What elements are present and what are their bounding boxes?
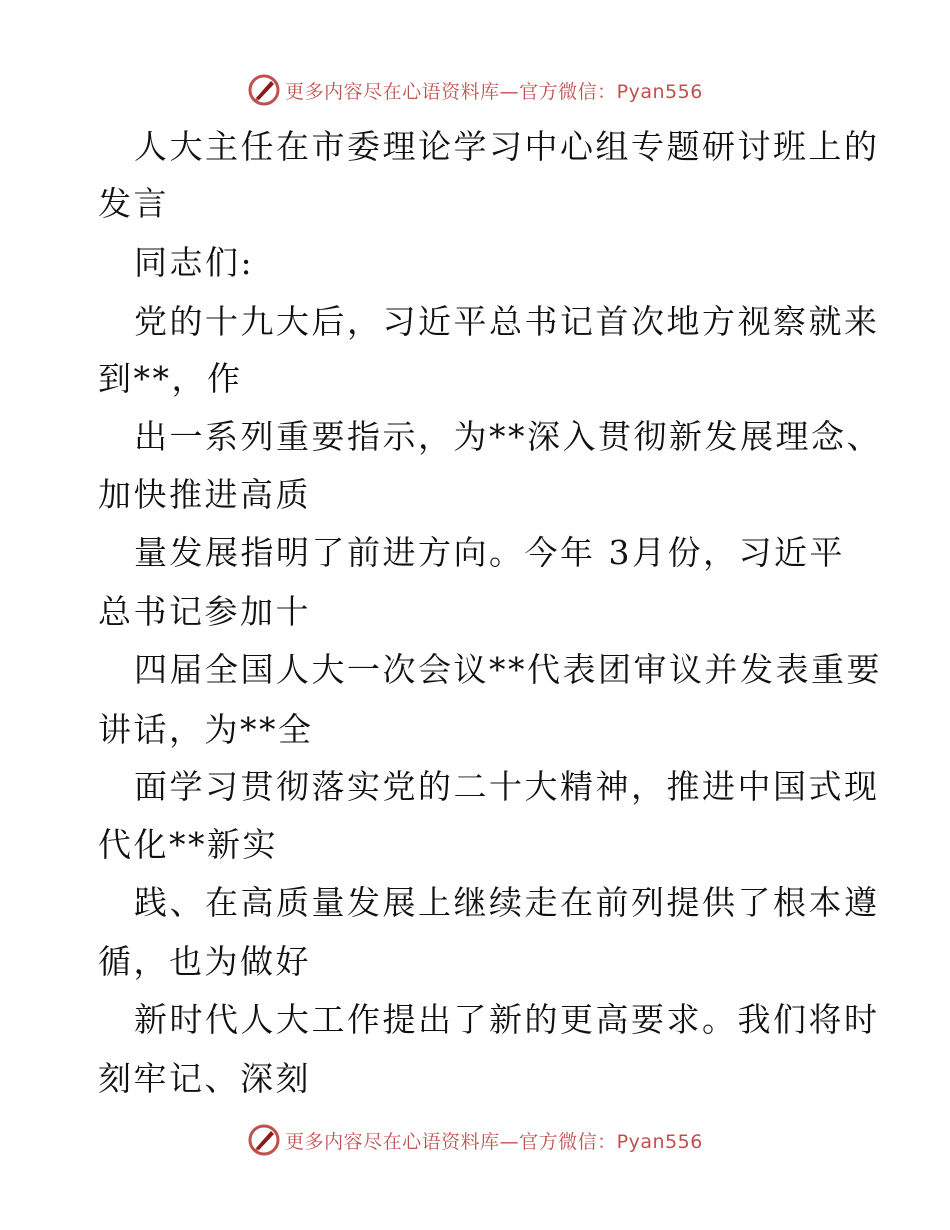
body-line: 到**，作 xyxy=(98,359,243,398)
body-line: 面学习贯彻落实党的二十大精神，推进中国式现 xyxy=(134,767,880,806)
body-line: 新时代人大工作提出了新的更高要求。我们将时 xyxy=(134,1000,880,1039)
body-line: 践、在高质量发展上继续走在前列提供了根本遵 xyxy=(134,883,880,922)
body-line: 加快推进高质 xyxy=(98,475,311,514)
body-line: 四届全国人大一次会议**代表团审议并发表重要 xyxy=(134,650,882,689)
body-line: 刻牢记、深刻 xyxy=(98,1059,311,1098)
body-line: 循，也为做好 xyxy=(98,942,311,981)
body-line: 讲话，为**全 xyxy=(98,710,314,749)
header-banner xyxy=(0,70,950,110)
footer-banner-text: 更多内容尽在心语资料库—官方微信：Pyan556 xyxy=(285,1130,703,1153)
body-line: 出一系列重要指示，为**深入贯彻新发展理念、 xyxy=(134,417,882,456)
body-line: 党的十九大后，习近平总书记首次地方视察就来 xyxy=(134,302,880,341)
document-title-line-2: 发言 xyxy=(98,184,169,223)
header-banner-text: 更多内容尽在心语资料库—官方微信：Pyan556 xyxy=(285,80,703,103)
body-line: 量发展指明了前进方向。今年 3月份，习近平 xyxy=(134,533,845,572)
body-line: 代化**新实 xyxy=(98,825,278,864)
quill-pen-logo-icon xyxy=(247,1123,281,1157)
footer-banner xyxy=(0,1120,950,1160)
quill-pen-logo-icon xyxy=(247,73,281,107)
salutation: 同志们: xyxy=(134,243,255,282)
document-title-line-1: 人大主任在市委理论学习中心组专题研讨班上的 xyxy=(134,127,880,166)
body-line: 总书记参加十 xyxy=(98,592,311,631)
